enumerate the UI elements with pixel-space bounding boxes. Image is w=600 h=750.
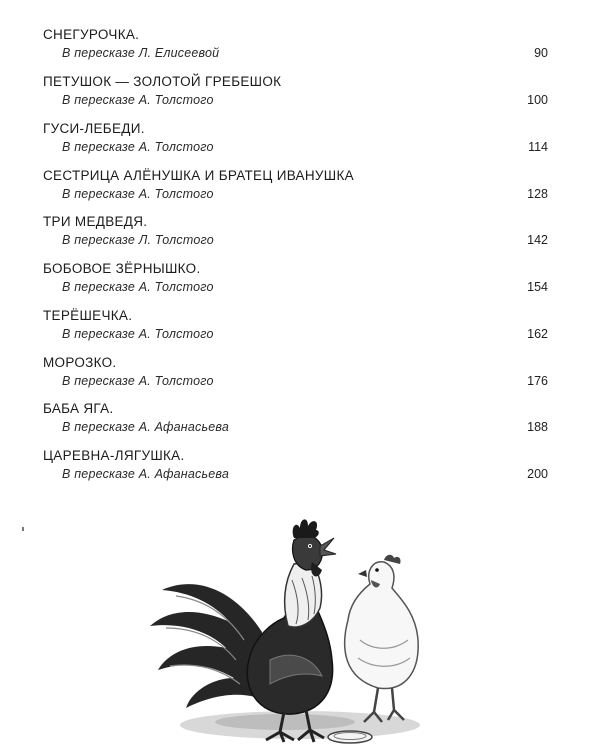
toc-entry-title: ПЕТУШОК — ЗОЛОТОЙ ГРЕБЕШОК [43,74,282,89]
toc-entry[interactable] [0,168,600,216]
toc-entry[interactable] [0,74,600,122]
toc-entry[interactable] [0,308,600,356]
toc-entry-byline: В пересказе А. Толстого [62,374,214,388]
toc-entry[interactable] [0,214,600,262]
toc-entry-byline: В пересказе А. Толстого [62,327,214,341]
rooster-and-hen-illustration [0,500,600,750]
toc-entry-page-number: 142 [527,233,548,247]
toc-entry-title: ТРИ МЕДВЕДЯ. [43,214,148,229]
toc-entry-page-number: 188 [527,420,548,434]
toc-entry-page-number: 176 [527,374,548,388]
toc-entry[interactable] [0,261,600,309]
toc-entry[interactable] [0,448,600,496]
toc-entry[interactable] [0,27,600,75]
toc-entry-page-number: 200 [527,467,548,481]
toc-entry-byline: В пересказе Л. Елисеевой [62,46,220,60]
toc-entry[interactable] [0,355,600,403]
rooster-figure [150,519,336,742]
toc-entry-page-number: 154 [527,280,548,294]
toc-entry-page-number: 162 [527,327,548,341]
toc-entry-byline: В пересказе А. Толстого [62,93,214,107]
toc-entry-byline: В пересказе А. Афанасьева [62,467,230,481]
toc-entry[interactable] [0,121,600,169]
toc-entry-page-number: 100 [527,93,548,107]
feed-dish [328,731,372,743]
toc-entry-title: МОРОЗКО. [43,355,117,370]
toc-entry[interactable] [0,401,600,449]
toc-entry-page-number: 90 [534,46,548,60]
hen-figure [345,555,419,722]
toc-entry-title: СЕСТРИЦА АЛЁНУШКА И БРАТЕЦ ИВАНУШКА [43,168,354,183]
toc-entry-title: СНЕГУРОЧКА. [43,27,140,42]
toc-entry-title: ЦАРЕВНА-ЛЯГУШКА. [43,448,185,463]
toc-entry-page-number: 114 [528,140,548,154]
ground-shadow [180,711,420,739]
toc-entry-byline: В пересказе А. Толстого [62,187,214,201]
toc-entry-title: ТЕРЁШЕЧКА. [43,308,133,323]
toc-entry-byline: В пересказе Л. Толстого [62,233,214,247]
toc-entry-page-number: 128 [527,187,548,201]
toc-entry-title: БОБОВОЕ ЗЁРНЫШКО. [43,261,201,276]
toc-entry-byline: В пересказе А. Толстого [62,140,214,154]
toc-entry-byline: В пересказе А. Толстого [62,280,214,294]
toc-entry-byline: В пересказе А. Афанасьева [62,420,230,434]
toc-entry-title: БАБА ЯГА. [43,401,114,416]
toc-entry-title: ГУСИ-ЛЕБЕДИ. [43,121,145,136]
